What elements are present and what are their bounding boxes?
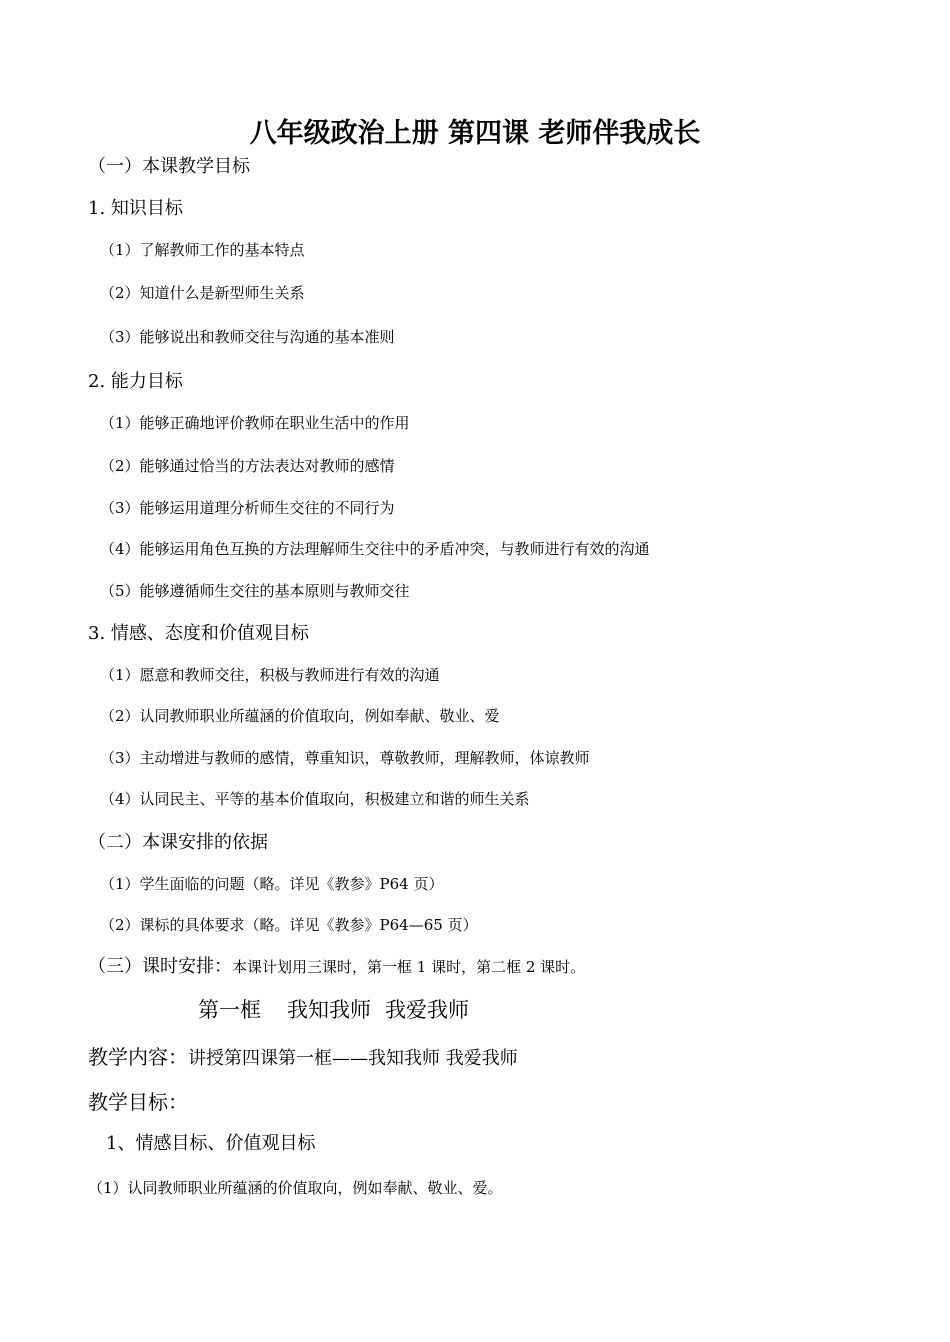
list-item: （4）认同民主、平等的基本价值取向，积极建立和谐的师生关系	[100, 790, 530, 808]
teaching-content-label: 教学内容：	[88, 1045, 188, 1069]
schedule-text: 本课计划用三课时，第一框 1 课时，第二框 2 课时。	[232, 958, 586, 976]
list-item: （1）了解教师工作的基本特点	[100, 241, 305, 259]
list-item: （1）能够正确地评价教师在职业生活中的作用	[100, 414, 410, 432]
frame-part-1: 我知我师	[287, 998, 371, 1022]
list-item: （3）能够说出和教师交往与沟通的基本准则	[100, 328, 395, 346]
section-heading-objectives: （一）本课教学目标	[88, 156, 250, 177]
frame-heading	[198, 998, 469, 1023]
list-item: （1）认同教师职业所蕴涵的价值取向，例如奉献、敬业、爱。	[88, 1179, 503, 1197]
frame-part-2: 我爱我师	[385, 998, 469, 1022]
teaching-content	[88, 1045, 518, 1070]
section-schedule	[88, 956, 585, 978]
list-item: （5）能够遵循师生交往的基本原则与教师交往	[100, 582, 410, 600]
teaching-goals-subheading: 1、情感目标、价值观目标	[106, 1133, 316, 1154]
list-item: （3）主动增进与教师的感情，尊重知识，尊敬教师，理解教师，体谅教师	[100, 749, 590, 767]
list-item: （1）学生面临的问题（略。详见《教参》P64 页）	[100, 875, 444, 893]
frame-label: 第一框	[198, 998, 261, 1022]
list-item: （4）能够运用角色互换的方法理解师生交往中的矛盾冲突，与教师进行有效的沟通	[100, 540, 650, 558]
list-item: （1）愿意和教师交往，积极与教师进行有效的沟通	[100, 666, 440, 684]
section-heading-basis: （二）本课安排的依据	[88, 832, 268, 853]
list-item: （2）知道什么是新型师生关系	[100, 284, 305, 302]
list-item: （2）能够通过恰当的方法表达对教师的感情	[100, 457, 395, 475]
list-item: （2）课标的具体要求（略。详见《教参》P64—65 页）	[100, 916, 478, 934]
teaching-content-text: 讲授第四课第一框——我知我师 我爱我师	[188, 1048, 518, 1069]
subheading-knowledge: 1. 知识目标	[88, 198, 183, 219]
page-title: 八年级政治上册 第四课 老师伴我成长	[249, 118, 701, 149]
subheading-ability: 2. 能力目标	[88, 371, 183, 392]
schedule-label: （三）课时安排：	[88, 956, 232, 977]
subheading-emotion: 3. 情感、态度和价值观目标	[88, 623, 309, 644]
list-item: （2）认同教师职业所蕴涵的价值取向，例如奉献、敬业、爱	[100, 707, 500, 725]
teaching-goals-label: 教学目标：	[88, 1090, 188, 1114]
list-item: （3）能够运用道理分析师生交往的不同行为	[100, 499, 395, 517]
